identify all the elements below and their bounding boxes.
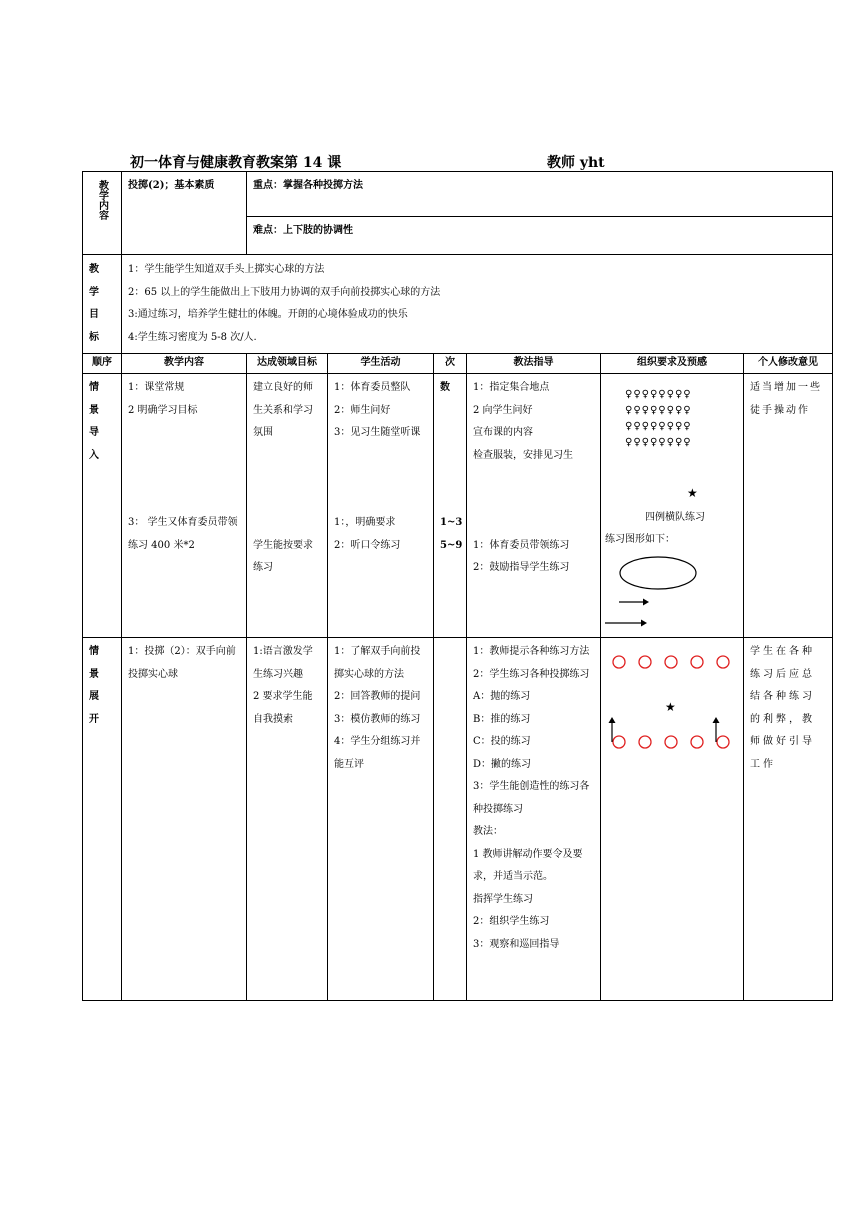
text-line: 1：，明确要求 bbox=[334, 517, 396, 528]
student-circle-icon bbox=[639, 656, 651, 668]
text-line: A：抛的练习 bbox=[473, 691, 531, 702]
diagram-caption: 练习图形如下： bbox=[605, 534, 675, 545]
section-intro-remarks: 适当增加一些徒手操动作 bbox=[744, 374, 833, 638]
section-intro-order: 情 景导入 bbox=[83, 374, 122, 638]
formation-label: 四例横队练习 bbox=[645, 512, 705, 523]
text-line: D：撇的练习 bbox=[473, 758, 532, 770]
objectives-label: 教 学目标 bbox=[83, 255, 122, 354]
text-line: 2：回答教师的提问 bbox=[334, 691, 421, 702]
objectives-row bbox=[83, 255, 833, 354]
student-circle-icon bbox=[691, 656, 703, 668]
text-line: 3：观察和巡回指导 bbox=[473, 938, 560, 950]
text-line: 1：教师提示各种练习方法 bbox=[473, 646, 590, 657]
text-line: 3：模仿教师的练习 bbox=[334, 713, 421, 725]
topic-cell: 投掷(2)；基本素质 bbox=[122, 172, 247, 255]
col-header: 组织要求及预感 bbox=[601, 354, 744, 374]
content-label: 教学内容 bbox=[96, 180, 108, 220]
objective-item: 3:通过练习，培养学生健壮的体魄。开朗的心境体验成功的快乐 bbox=[128, 309, 408, 320]
section-develop-method bbox=[467, 638, 601, 1001]
student-circle-icon bbox=[613, 656, 625, 668]
student-circle-icon bbox=[639, 736, 651, 748]
count-value: 数 bbox=[440, 382, 450, 393]
col-header: 次 bbox=[434, 354, 467, 374]
col-header: 达成领域目标 bbox=[247, 354, 328, 374]
text-line: 3：见习生随堂听课 bbox=[334, 427, 421, 438]
text-line: 3：学生能创造性的练习各种投掷练习 bbox=[473, 781, 590, 815]
arrow-up-head-icon bbox=[609, 717, 616, 723]
teacher-star-icon: ★ bbox=[665, 700, 676, 714]
text-line: 1：了解双手向前投掷实心球的方法 bbox=[334, 646, 421, 680]
text-line: 3： 学生又体育委员带领练习 400 米*2 bbox=[128, 517, 238, 551]
text-line: 建立良好的师生关系和学习氛围 bbox=[253, 382, 313, 438]
text-line: 教法： bbox=[473, 826, 503, 837]
section-intro-goal bbox=[247, 374, 328, 638]
section-intro-count bbox=[434, 374, 467, 638]
teacher-label: 教师 yht bbox=[547, 155, 605, 171]
arrow-up-head-icon bbox=[713, 717, 720, 723]
section-intro-content bbox=[122, 374, 247, 638]
col-header: 个人修改意见 bbox=[744, 354, 833, 374]
section-develop-order: 情 景展开 bbox=[83, 638, 122, 1001]
text-line: 指挥学生练习 bbox=[473, 893, 533, 905]
section-develop-row bbox=[83, 638, 833, 1001]
text-line: 2：听口令练习 bbox=[334, 539, 401, 551]
section-develop-goal bbox=[247, 638, 328, 1001]
text-line: 1：体育委员带领练习 bbox=[473, 539, 570, 551]
text-line: 1：体育委员整队 bbox=[334, 382, 411, 393]
section-develop-organization bbox=[601, 638, 744, 1001]
text-line: 学生能按要求练习 bbox=[253, 539, 313, 573]
formation-row: ♀♀♀♀♀♀♀♀ bbox=[625, 389, 692, 400]
student-circle-icon bbox=[717, 656, 729, 668]
difficulty: 难点：上下肢的协调性 bbox=[247, 217, 833, 255]
arrow-head-icon bbox=[643, 599, 649, 606]
content-row bbox=[83, 172, 833, 217]
text-line: 2 明确学习目标 bbox=[128, 404, 198, 416]
content-label-cell bbox=[83, 172, 122, 255]
count-value: 5~9 bbox=[440, 539, 463, 551]
running-track-icon bbox=[620, 557, 696, 589]
text-line: 1：指定集合地点 bbox=[473, 382, 550, 393]
text-line: 2：鼓励指导学生练习 bbox=[473, 562, 570, 573]
text-line: B：推的练习 bbox=[473, 713, 531, 725]
lesson-plan-table bbox=[82, 171, 833, 1001]
text-line: 2 要求学生能自我摸索 bbox=[253, 691, 313, 725]
key-point: 重点：掌握各种投掷方法 bbox=[247, 172, 833, 217]
section-intro-activity bbox=[328, 374, 434, 638]
student-circle-icon bbox=[717, 736, 729, 748]
student-circle-icon bbox=[665, 656, 677, 668]
student-circle-icon bbox=[665, 736, 677, 748]
text-line: 1 教师讲解动作要令及要求，并适当示范。 bbox=[473, 848, 583, 882]
section-develop-content bbox=[122, 638, 247, 1001]
section-develop-remarks: 学生在各种练习后应总结各种练习的利弊，教师做好引导工作 bbox=[744, 638, 833, 1001]
text-line: C：投的练习 bbox=[473, 736, 531, 747]
objective-item: 1：学生能学生知道双手头上掷实心球的方法 bbox=[128, 264, 325, 275]
section-intro-row bbox=[83, 374, 833, 638]
text-line: 2：组织学生练习 bbox=[473, 916, 550, 927]
col-header: 学生活动 bbox=[328, 354, 434, 374]
text-line: 检查服装，安排见习生 bbox=[473, 449, 573, 461]
formation-row: ♀♀♀♀♀♀♀♀ bbox=[625, 405, 692, 416]
text-line: 4：学生分组练习并能互评 bbox=[334, 736, 421, 770]
formation-row: ♀♀♀♀♀♀♀♀ bbox=[625, 437, 692, 448]
text-line: 1：课堂常规 bbox=[128, 382, 185, 393]
text-line: 2 向学生问好 bbox=[473, 404, 533, 416]
student-circle-icon bbox=[613, 736, 625, 748]
text-line: 宣布课的内容 bbox=[473, 427, 533, 438]
objective-item: 2：65 以上的学生能做出上下肢用力协调的双手向前投掷实心球的方法 bbox=[128, 286, 441, 298]
section-intro-organization bbox=[601, 374, 744, 638]
col-header: 教法指导 bbox=[467, 354, 601, 374]
text-line: 2：师生问好 bbox=[334, 404, 391, 416]
col-header: 顺序 bbox=[83, 354, 122, 374]
arrow-head-icon bbox=[641, 620, 647, 627]
text-line: 2：学生练习各种投掷练习 bbox=[473, 668, 590, 680]
text-line: 1：投掷（2）：双手向前投掷实心球 bbox=[128, 646, 236, 680]
section-develop-activity bbox=[328, 638, 434, 1001]
teacher-star-icon: ★ bbox=[687, 486, 698, 500]
header-row bbox=[83, 354, 833, 374]
objective-item: 4:学生练习密度为 5-8 次/人. bbox=[128, 331, 257, 343]
section-intro-method bbox=[467, 374, 601, 638]
col-header: 教学内容 bbox=[122, 354, 247, 374]
formation-row: ♀♀♀♀♀♀♀♀ bbox=[625, 421, 692, 432]
count-value: 1~3 bbox=[440, 517, 463, 528]
student-circle-icon bbox=[691, 736, 703, 748]
objectives-list bbox=[122, 255, 833, 354]
section-develop-count bbox=[434, 638, 467, 1001]
text-line: 1:语言激发学生练习兴趣 bbox=[253, 646, 313, 680]
track-diagram bbox=[601, 374, 744, 638]
page-title: 初一体育与健康教育教案第 14 课 bbox=[130, 155, 342, 171]
